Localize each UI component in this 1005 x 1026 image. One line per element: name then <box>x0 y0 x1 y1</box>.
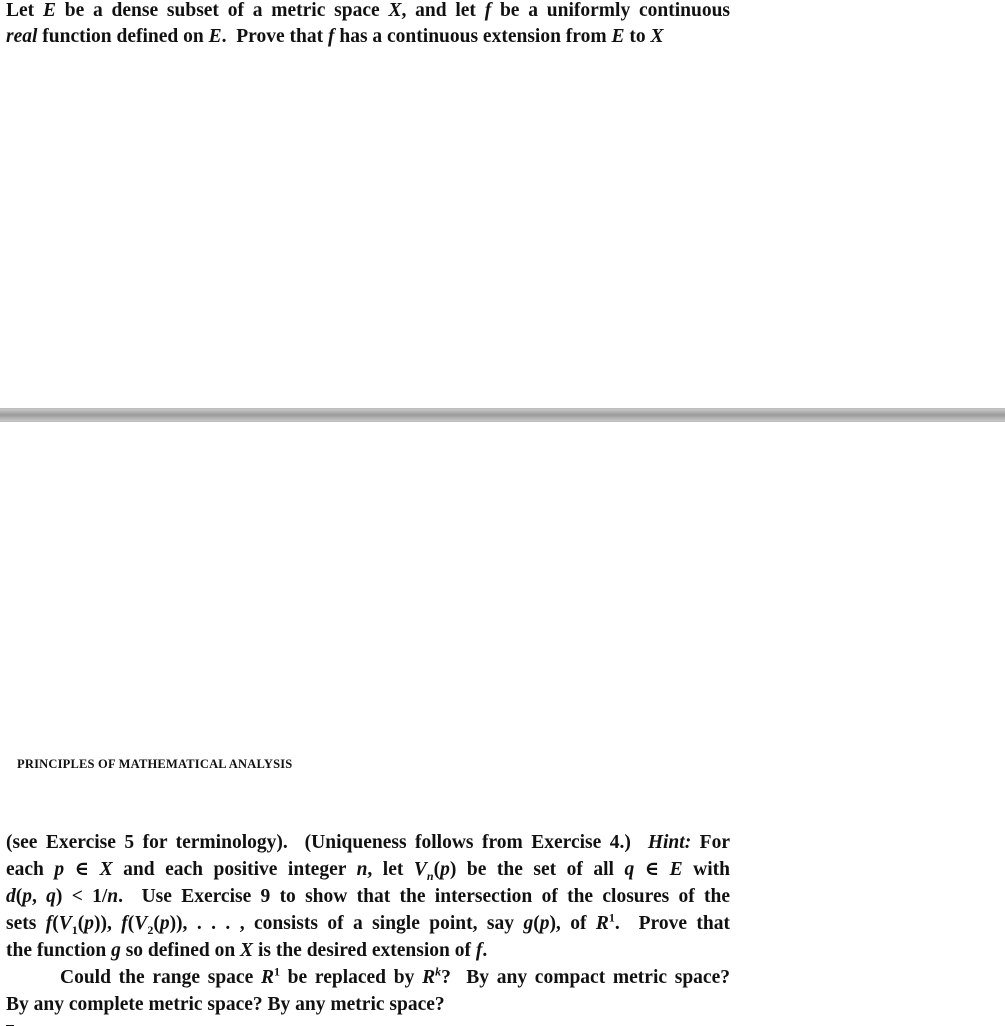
bottom-line-7: By any complete metric space? By any metric space? <box>6 994 445 1015</box>
bottom-line-3: d(p, q) < 1/n. Use Exercise 9 to show that the intersection of the closures of the <box>6 886 730 907</box>
page-separator <box>0 408 1005 422</box>
bottom-line-6: Could the range space $R^1$ be replaced by $R^k$? By any compact metric space? <box>60 964 730 988</box>
top-line-2: real function defined on E. Prove that f has a continuous extension from E to X <box>6 26 664 47</box>
bottom-line-5: the function g so defined on X is the desired extension of f. <box>6 940 488 961</box>
top-line-1: Let E be a dense subset of a metric space X, and let f be a uniformly continuous <box>6 0 731 21</box>
running-head: PRINCIPLES OF MATHEMATICAL ANALYSIS <box>17 757 293 771</box>
cropped-next-line <box>6 1018 176 1026</box>
bottom-line-1: (see Exercise 5 for terminology). (Uniqueness follows from Exercise 4.) Hint: For <box>6 832 730 853</box>
bottom-line-4: sets $f(V_1(p))$, $f(V_2(p))$, . . . , consists of a single point, say g(p), of $R^1$. Prove that <box>6 910 730 937</box>
bottom-line-2: each p ∈ X and each positive integer n, let $V_n(p)$ be the set of all q ∈ E with <box>6 859 731 883</box>
